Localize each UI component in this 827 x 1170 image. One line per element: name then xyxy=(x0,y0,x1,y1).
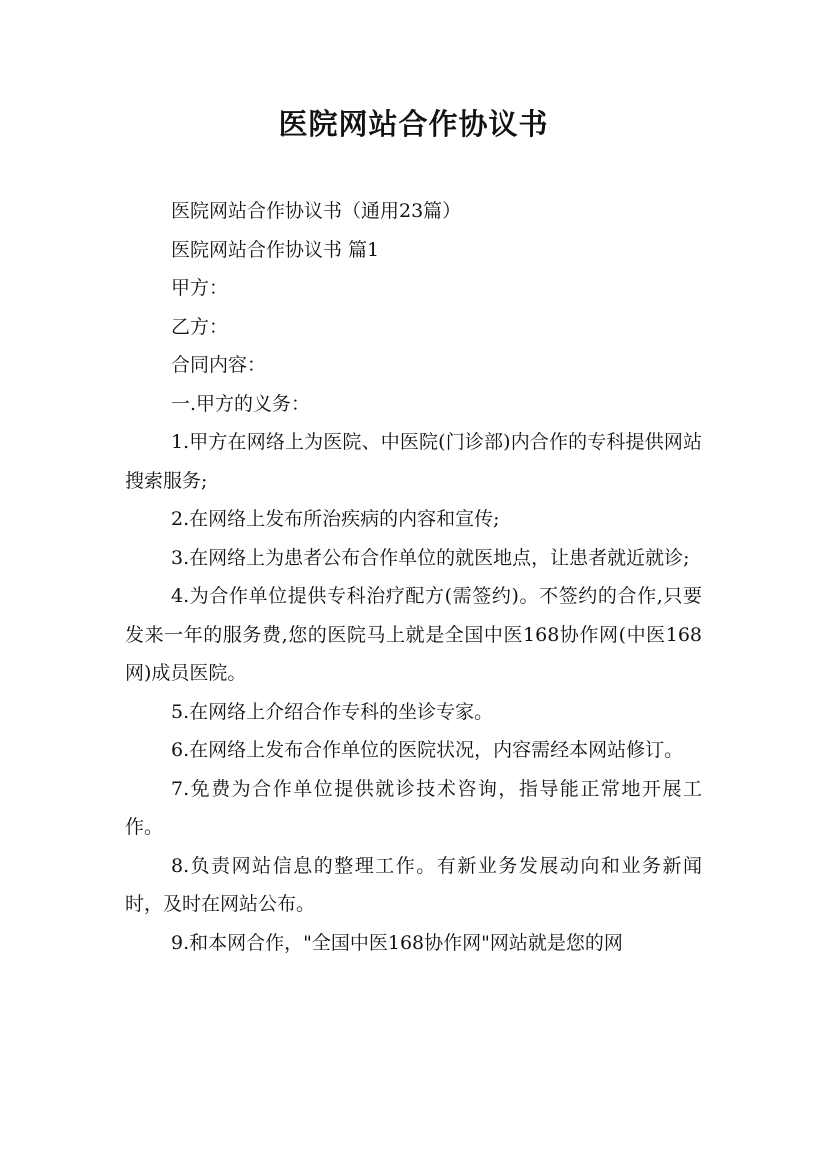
paragraph-section-heading: 医院网站合作协议书 篇1 xyxy=(171,238,380,261)
paragraph-contract-content: 合同内容： xyxy=(171,354,267,376)
paragraph-subtitle: 医院网站合作协议书（通用23篇） xyxy=(171,200,462,222)
paragraph-item-1: 1.甲方在网络上为医院、中医院(门诊部)内合作的专科提供网站搜索服务; xyxy=(125,431,702,492)
document-title: 医院网站合作协议书 xyxy=(278,107,549,141)
paragraph-item-2: 2.在网络上发布所治疾病的内容和宣传; xyxy=(171,508,500,530)
paragraph-party-b: 乙方： xyxy=(171,315,229,338)
paragraph-party-a: 甲方： xyxy=(171,277,229,299)
paragraph-item-5: 5.在网络上介绍合作专科的坐诊专家。 xyxy=(171,700,494,723)
paragraph-item-6: 6.在网络上发布合作单位的医院状况，内容需经本网站修订。 xyxy=(171,739,684,761)
paragraph-item-8: 8.负责网站信息的整理工作。有新业务发展动向和业务新闻时，及时在网站公布。 xyxy=(125,854,702,915)
paragraph-item-7: 7.免费为合作单位提供就诊技术咨询，指导能正常地开展工作。 xyxy=(125,777,702,838)
paragraph-item-3: 3.在网络上为患者公布合作单位的就医地点，让患者就近就诊; xyxy=(171,546,690,569)
paragraph-item-9: 9.和本网合作，"全国中医168协作网"网站就是您的网 xyxy=(171,931,623,954)
paragraph-obligations-heading: 一.甲方的义务： xyxy=(171,392,311,415)
paragraph-item-4: 4.为合作单位提供专科治疗配方(需签约)。不签约的合作,只要发来一年的服务费,您的医院马上就是全国中医168协作网(中医168网)成员医院。 xyxy=(125,585,702,684)
document-body xyxy=(125,192,702,962)
